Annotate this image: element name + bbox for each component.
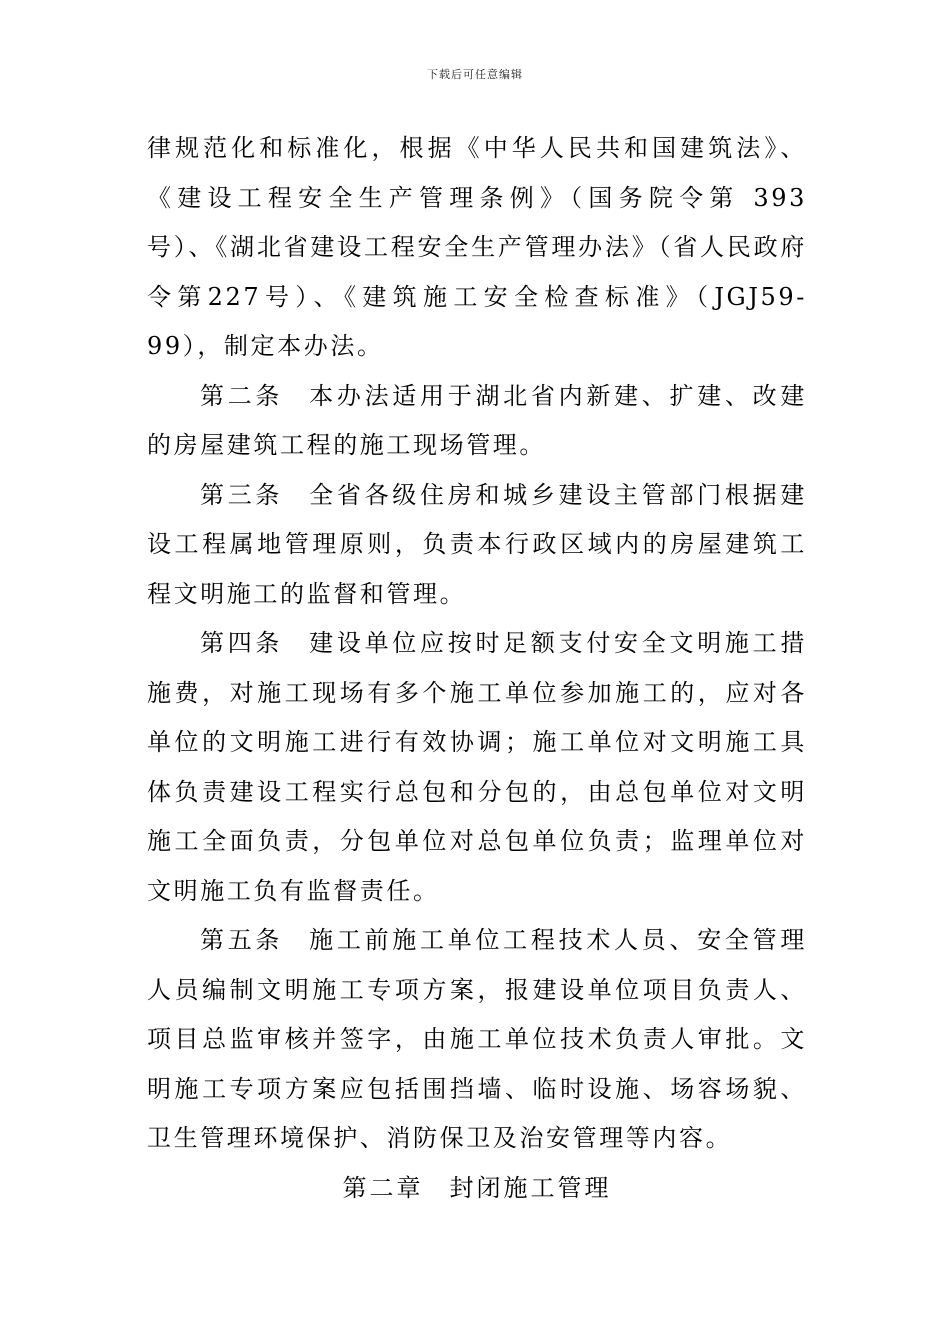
document-body [147,124,807,1213]
article-number: 第五条 [200,926,284,954]
paragraph-preamble [147,124,807,372]
article-3 [147,471,807,620]
article-text: 建设单位应按时足额支付安全文明施工措施费，对施工现场有多个施工单位参加施工的，应对各单位的文明施工进行有效协调；施工单位对文明施工具体负责建设工程实行总包和分包的，由总包单位对文明施工全面负责，分包单位对总包单位负责；监理单位对文明施工负有监督责任。 [147,629,807,905]
article-number: 第四条 [200,629,284,657]
chapter-heading [147,1164,807,1214]
article-text: 全省各级住房和城乡建设主管部门根据建设工程属地管理原则，负责本行政区域内的房屋建筑工程文明施工的监督和管理。 [147,480,807,608]
article-number: 第三条 [200,480,284,509]
article-2 [147,372,807,471]
article-text: 本办法适用于湖北省内新建、扩建、改建的房屋建筑工程的施工现场管理。 [147,381,807,459]
article-5 [147,916,807,1164]
article-4 [147,619,807,916]
article-number: 第二条 [200,381,284,410]
download-note: 下载后可任意编辑 [427,68,523,81]
article-text: 施工前施工单位工程技术人员、安全管理人员编制文明施工专项方案，报建设单位项目负责人、项目总监审核并签字，由施工单位技术负责人审批。文明施工专项方案应包括围挡墙、临时设施、场容场貌、卫生管理环境保护、消防保卫及治安管理等内容。 [147,926,807,1152]
paragraph-text: 律规范化和标准化，根据《中华人民共和国建筑法》、《建设工程安全生产管理条例》（国务院令第 393 号）、《湖北省建设工程安全生产管理办法》（省人民政府令第227号）、《建筑施工安全检查标准》（JGJ59-99），制定本办法。 [147,134,807,360]
chapter-number: 第二章 [342,1173,424,1202]
chapter-title: 封闭施工管理 [449,1173,612,1202]
